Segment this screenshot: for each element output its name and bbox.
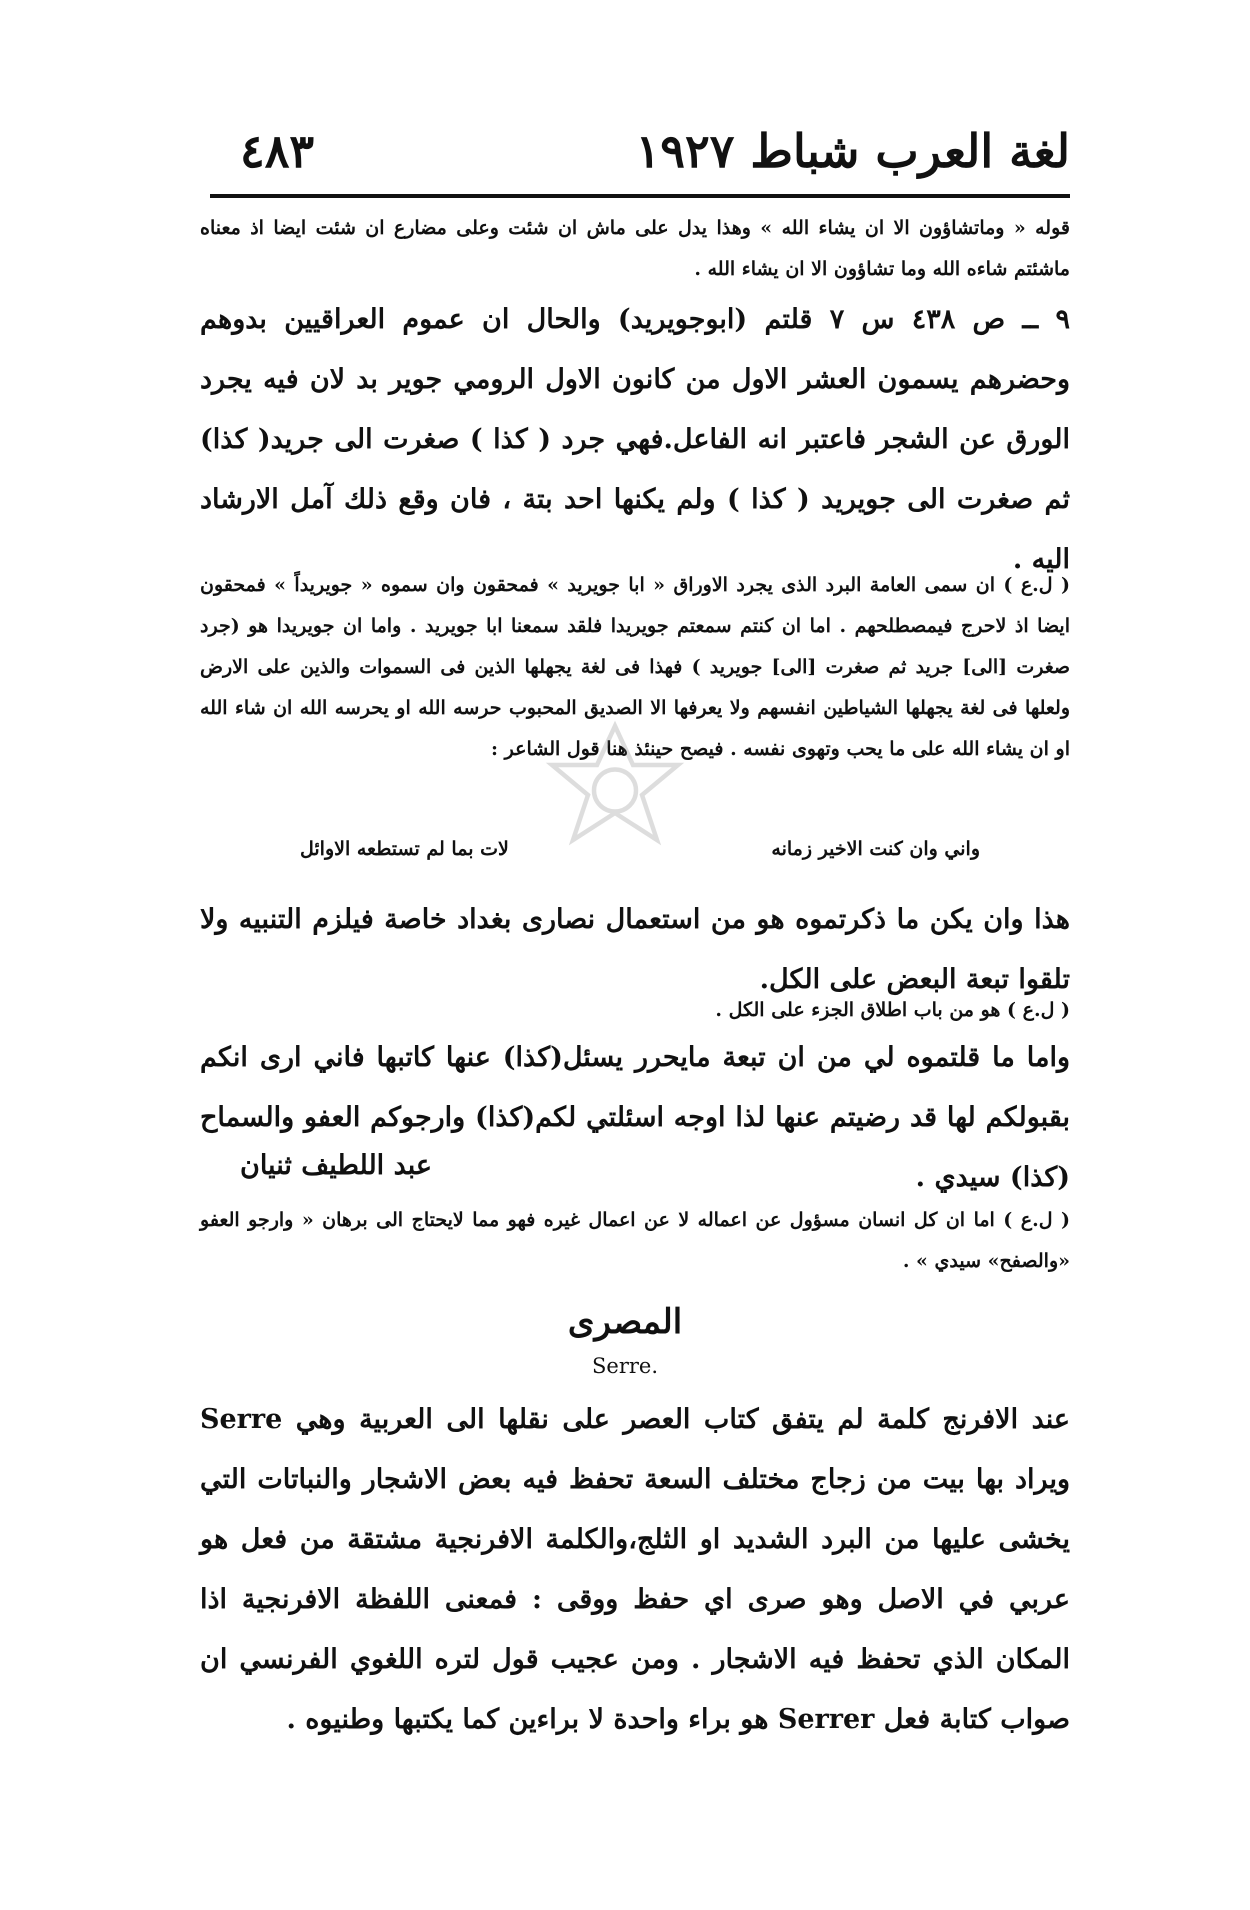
page-number: ٤٨٣: [240, 124, 315, 178]
header-rule: [210, 194, 1070, 198]
library-stamp-watermark: [540, 720, 690, 870]
page-header: [240, 118, 1070, 188]
section-heading: المصرى: [567, 1302, 683, 1342]
verse-hemistich-1: واني وان كنت الاخير زمانه: [771, 838, 980, 860]
paragraph-letter-closing: واما ما قلتموه لي من ان تبعة مايحرر يسئل(كذا) عنها كاتبها فاني ارى انكم بقبولكم لها قد رضيتم عنها لذا اوجه اسئلتي لكم(كذا) وارجوكم العفو والسماح (كذا) سيدي .: [200, 1042, 1070, 1193]
paragraph-quote: قوله « وماتشاؤون الا ان يشاء الله » وهذا يدل على ماش ان شئت وعلى مضارع ان شئت ايضا اذ معناه ماشئتم شاءه الله وما تشاؤون الا ان يشاء الله .: [200, 217, 1070, 280]
running-title: لغة العرب شباط ١٩٢٧: [635, 124, 1070, 178]
paragraph-serre-article: عند الافرنج كلمة لم يتفق كتاب العصر على نقلها الى العربية وهي Serre ويراد بها بيت من زجاج مختلف السعة تحفظ فيه بعض الاشجار والنباتات التي يخشى عليها من البرد الشديد او الثلج،والكلمة الافرنجية مشتقة من فعل هو عربي في الاصل وهو صرى اي حفظ ووقى : فمعنى اللفظة الافرنجية اذا المكان الذي تحفظ فيه الاشجار . ومن عجيب قول لتره اللغوي الفرنسي ان صواب كتابة فعل Serrer هو براء واحدة لا براءين كما يكتبها وطنيوه .: [200, 1404, 1070, 1735]
section-heading-latin: Serre.: [592, 1354, 658, 1378]
paragraph-editor-reply-2: ( ل.ع ) هو من باب اطلاق الجزء على الكل .: [715, 999, 1070, 1021]
paragraph-item-9: ٩ ــ ص ٤٣٨ س ٧ قلتم (ابوجويريد) والحال ان عموم العراقيين بدوهم وحضرهم يسمون العشر الاول من كانون الاول الرومي جوير بد لان فيه يجرد الورق عن الشجر فاعتبر انه الفاعل.فهي جرد ( كذا ) صغرت الى جريد( كذا) ثم صغرت الى جويريد ( كذا ) ولم يكنها احد بتة ، فان وقع ذلك آمل الارشاد اليه .: [200, 304, 1071, 575]
paragraph-baghdad-usage: هذا وان يكن ما ذكرتموه هو من استعمال نصارى بغداد خاصة فيلزم التنبيه ولا تلقوا تبعة البعض على الكل.: [200, 904, 1070, 995]
paragraph-editor-reply-3: ( ل.ع ) اما ان كل انسان مسؤول عن اعماله لا عن اعمال غيره فهو مما لايحتاج الى برهان « وارجو العفو «والصفح» سيدي » .: [200, 1209, 1070, 1272]
verse-hemistich-2: لات بما لم تستطعه الاوائل: [300, 838, 509, 860]
author-signature: عبد اللطيف ثنيان: [240, 1150, 433, 1181]
paragraph-editor-reply-1: ( ل.ع ) ان سمى العامة البرد الذى يجرد الاوراق « ابا جويريد » فمحقون وان سموه « جويريداً » فمحقون ايضا اذ لاحرج فيمصطلحهم . اما ان كنتم سمعتم جويريدا فلقد سمعنا ابا جويريد . واما ان جويريدا هو (جرد صغرت [الى] جريد ثم صغرت [الى] جويريد ) فهذا فى لغة يجهلها الذين فى السموات والذين على الارض ولعلها فى لغة يجهلها الشياطين انفسهم ولا يعرفها الا الصديق المحبوب حرسه الله او يحرسه الله ان شاء الله او ان يشاء الله على ما يحب وتهوى نفسه . فيصح حينئذ هنا قول الشاعر :: [200, 574, 1070, 760]
